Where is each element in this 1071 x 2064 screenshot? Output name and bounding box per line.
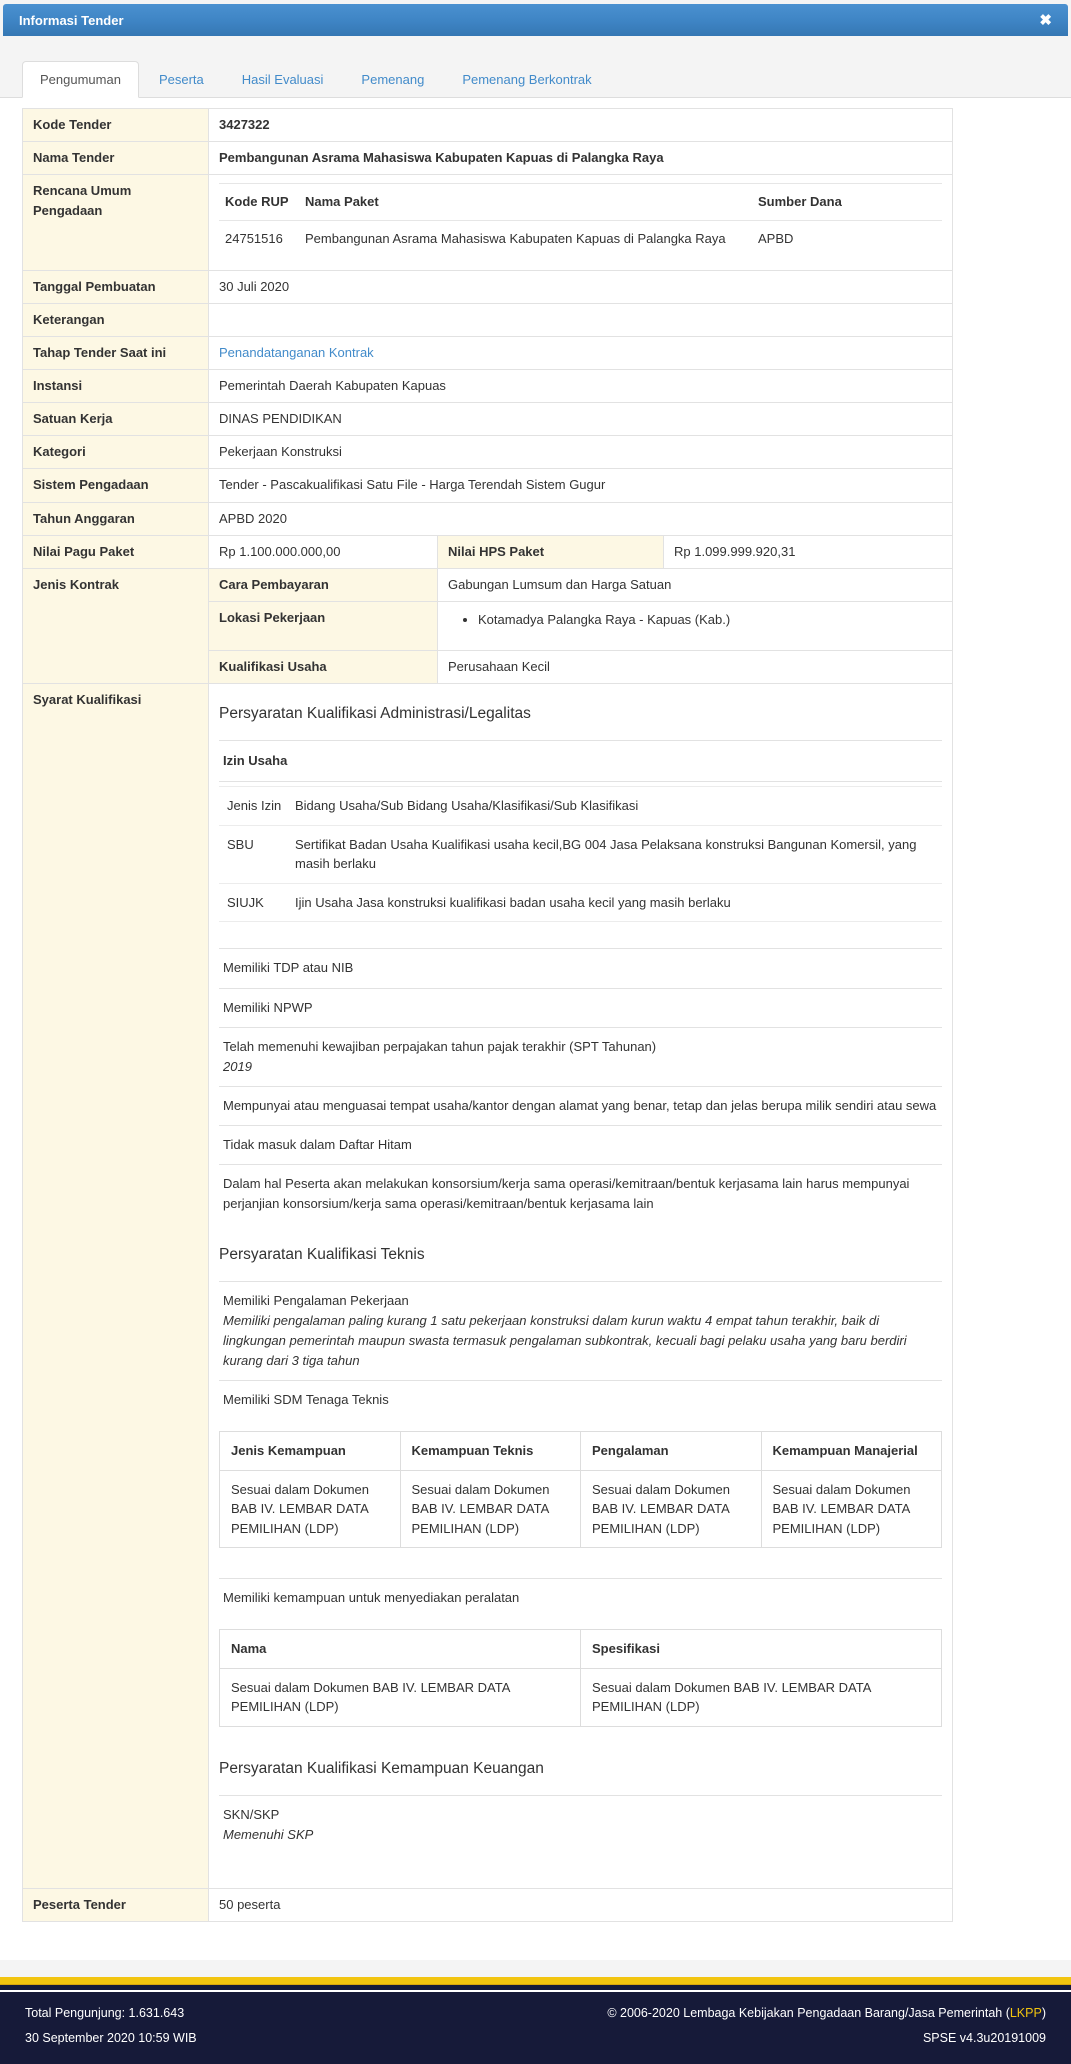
izin-jenis: SIUJK [219, 883, 291, 922]
skn-requirement [219, 1795, 942, 1854]
visitor-count: Total Pengunjung: 1.631.643 [25, 2006, 185, 2021]
satuan-kerja-value: DINAS PENDIDIKAN [209, 403, 953, 436]
kualifikasi-usaha-value: Perusahaan Kecil [438, 651, 953, 684]
sdm-header: Kemampuan Teknis [400, 1432, 581, 1471]
close-icon[interactable]: ✖ [1039, 11, 1052, 29]
rup-sumber-value: APBD [758, 231, 794, 247]
sdm-cell: Sesuai dalam Dokumen BAB IV. LEMBAR DATA PEMILIHAN (LDP) [581, 1470, 762, 1548]
requirement-text: Mempunyai atau menguasai tempat usaha/kantor dengan alamat yang benar, tetap dan jelas berupa milik sendiri atau sewa [223, 1097, 937, 1113]
sdm-header: Jenis Kemampuan [220, 1432, 401, 1471]
copyright-line [607, 2001, 1046, 2026]
peralatan-table [219, 1629, 942, 1727]
footer-gap [0, 1960, 1071, 1977]
izin-detail: Sertifikat Badan Usaha Kualifikasi usaha kecil,BG 004 Jasa Pelaksana konstruksi Bangunan Komersil, yang masih berlaku [291, 825, 942, 883]
requirement-text: Memiliki NPWP [223, 999, 313, 1015]
rup-header-row [219, 184, 942, 221]
row-tahun-anggaran [23, 502, 953, 535]
izin-jenis: Jenis Izin [219, 787, 291, 826]
peserta-label: Peserta Tender [23, 1889, 209, 1922]
keuangan-heading: Persyaratan Kualifikasi Kemampuan Keuangan [219, 1759, 544, 1777]
sdm-header: Pengalaman [581, 1432, 762, 1471]
requirement-text: SKN/SKP [223, 1806, 280, 1822]
row-kode-tender [23, 109, 953, 142]
copyright-text: © 2006-2020 Lembaga Kebijakan Pengadaan Barang/Jasa Pemerintah ( [607, 2006, 1010, 2021]
footer-right [607, 2001, 1046, 2051]
lokasi-pekerjaan-label: Lokasi Pekerjaan [209, 601, 438, 650]
admin-legalitas-heading: Persyaratan Kualifikasi Administrasi/Legalitas [219, 705, 531, 723]
row-peserta-tender [23, 1889, 953, 1922]
rup-paket-value: Pembangunan Asrama Mahasiswa Kabupaten Kapuas di Palangka Raya [305, 231, 726, 247]
lokasi-list [448, 610, 942, 630]
teknis-heading: Persyaratan Kualifikasi Teknis [219, 1245, 425, 1263]
sdm-cell: Sesuai dalam Dokumen BAB IV. LEMBAR DATA PEMILIHAN (LDP) [761, 1470, 942, 1548]
tanggal-value: 30 Juli 2020 [209, 270, 953, 303]
footer [0, 1985, 1071, 2064]
izin-jenis: SBU [219, 825, 291, 883]
hps-value: Rp 1.099.999.920,31 [664, 535, 953, 568]
tab-pemenang[interactable]: Pemenang [361, 72, 425, 87]
requirement-note: 2019 [223, 1058, 252, 1074]
row-tanggal-pembuatan [23, 270, 953, 303]
sistem-label: Sistem Pengadaan [23, 469, 209, 502]
sdm-requirement [219, 1380, 942, 1419]
sdm-cell: Sesuai dalam Dokumen BAB IV. LEMBAR DATA PEMILIHAN (LDP) [220, 1470, 401, 1548]
kode-tender-label: Kode Tender [23, 109, 209, 142]
footer-left [25, 2001, 197, 2051]
lkpp-link[interactable]: LKPP [1009, 2006, 1042, 2021]
admin-requirement [219, 1125, 942, 1164]
copyright-suffix: ) [1041, 2006, 1046, 2021]
izin-row [219, 883, 942, 922]
peralatan-header: Nama [220, 1630, 581, 1669]
cara-pembayaran-label: Cara Pembayaran [209, 568, 438, 601]
rup-header-sumber: Sumber Dana [752, 184, 942, 221]
nama-tender-label: Nama Tender [23, 142, 209, 175]
hps-label: Nilai HPS Paket [438, 535, 664, 568]
requirement-text: Dalam hal Peserta akan melakukan konsorsium/kerja sama operasi/kemitraan/bentuk kerjasama lain harus mempunyai perjanjian konsorsium/kerja sama operasi/kemitraan/bentuk kerjasama lain [223, 1176, 910, 1212]
row-instansi [23, 369, 953, 402]
rup-kode-value: 24751516 [225, 231, 283, 247]
requirement-text: Tidak masuk dalam Daftar Hitam [223, 1137, 412, 1153]
keterangan-label: Keterangan [23, 303, 209, 336]
peralatan-cell: Sesuai dalam Dokumen BAB IV. LEMBAR DATA PEMILIHAN (LDP) [220, 1668, 581, 1726]
requirement-text: Memiliki kemampuan untuk menyediakan peralatan [223, 1590, 520, 1606]
lokasi-pekerjaan-cell [438, 601, 953, 650]
sdm-table [219, 1431, 942, 1548]
admin-requirement [219, 1086, 942, 1125]
sdm-header: Kemampuan Manajerial [761, 1432, 942, 1471]
tahap-tender-link[interactable]: Penandatanganan Kontrak [219, 344, 374, 360]
spse-version: SPSE v4.3u20191009 [922, 2031, 1046, 2046]
syarat-label: Syarat Kualifikasi [23, 684, 209, 1889]
keterangan-value [209, 303, 953, 336]
requirement-note: Memiliki pengalaman paling kurang 1 satu pekerjaan konstruksi dalam kurun waktu 4 empat tahun terakhir, baik di lingkungan pemerintah maupun swasta termasuk pengalaman subkontrak, kecuali bagi pelaku usaha yang baru berdiri kurang dari 3 tiga tahun [223, 1312, 907, 1368]
peralatan-header: Spesifikasi [581, 1630, 942, 1669]
row-jenis-kontrak-cara [23, 568, 953, 601]
izin-row [219, 787, 942, 826]
jenis-kontrak-label: Jenis Kontrak [23, 568, 209, 683]
kualifikasi-usaha-label: Kualifikasi Usaha [209, 651, 438, 684]
peralatan-header-row [220, 1630, 942, 1669]
tab-pengumuman[interactable]: Pengumuman [22, 61, 139, 98]
rup-cell [209, 175, 953, 270]
tahun-value: APBD 2020 [209, 502, 953, 535]
rup-table [219, 183, 942, 257]
rup-header-kode: Kode RUP [219, 184, 299, 221]
peserta-value: 50 peserta [209, 1889, 953, 1922]
pagu-value: Rp 1.100.000.000,00 [209, 535, 438, 568]
peralatan-cell: Sesuai dalam Dokumen BAB IV. LEMBAR DATA PEMILIHAN (LDP) [581, 1668, 942, 1726]
satuan-kerja-label: Satuan Kerja [23, 403, 209, 436]
footer-accent-stripe [0, 1977, 1071, 1985]
kategori-label: Kategori [23, 436, 209, 469]
tab-peserta[interactable]: Peserta [158, 72, 204, 87]
row-tahap-tender [23, 336, 953, 369]
admin-requirement [219, 948, 942, 987]
syarat-content [209, 684, 953, 1889]
row-syarat-kualifikasi [23, 684, 953, 1889]
tab-content-pengumuman [0, 98, 1071, 1960]
cara-pembayaran-value: Gabungan Lumsum dan Harga Satuan [438, 568, 953, 601]
pengalaman-requirement [219, 1281, 942, 1381]
sistem-value: Tender - Pascakualifikasi Satu File - Harga Terendah Sistem Gugur [209, 469, 953, 502]
tanggal-label: Tanggal Pembuatan [23, 270, 209, 303]
tender-info-table [22, 108, 953, 1922]
tab-hasil-evaluasi[interactable]: Hasil Evaluasi [241, 72, 324, 87]
row-rup [23, 175, 953, 270]
rup-label: Rencana Umum Pengadaan [23, 175, 209, 270]
tab-bar [0, 61, 1071, 98]
requirement-text: Memiliki TDP atau NIB [223, 960, 354, 976]
izin-row [219, 825, 942, 883]
tahap-value-cell [209, 336, 953, 369]
sdm-header-row [220, 1432, 942, 1471]
peralatan-requirement [219, 1578, 942, 1617]
instansi-label: Instansi [23, 369, 209, 402]
admin-requirement [219, 988, 942, 1027]
sdm-data-row [220, 1470, 942, 1548]
admin-requirement [219, 1164, 942, 1228]
row-keterangan [23, 303, 953, 336]
tahap-label: Tahap Tender Saat ini [23, 336, 209, 369]
sdm-cell: Sesuai dalam Dokumen BAB IV. LEMBAR DATA PEMILIHAN (LDP) [400, 1470, 581, 1548]
admin-requirement [219, 1027, 942, 1086]
izin-usaha-title: Izin Usaha [219, 740, 942, 782]
requirement-note: Memenuhi SKP [223, 1827, 314, 1843]
row-nama-tender [23, 142, 953, 175]
instansi-value: Pemerintah Daerah Kabupaten Kapuas [209, 369, 953, 402]
rup-data-row [219, 221, 942, 258]
row-sistem-pengadaan [23, 469, 953, 502]
requirement-text: Memiliki Pengalaman Pekerjaan [223, 1292, 409, 1308]
row-kategori [23, 436, 953, 469]
row-nilai-paket [23, 535, 953, 568]
izin-detail: Bidang Usaha/Sub Bidang Usaha/Klasifikasi/Sub Klasifikasi [291, 787, 942, 826]
kategori-value: Pekerjaan Konstruksi [209, 436, 953, 469]
modal-title: Informasi Tender [19, 12, 124, 28]
peralatan-data-row [220, 1668, 942, 1726]
izin-detail: Ijin Usaha Jasa konstruksi kualifikasi badan usaha kecil yang masih berlaku [291, 883, 942, 922]
kode-tender-value: 3427322 [209, 109, 953, 142]
row-satuan-kerja [23, 403, 953, 436]
nama-tender-value: Pembangunan Asrama Mahasiswa Kabupaten Kapuas di Palangka Raya [209, 142, 953, 175]
rup-header-paket: Nama Paket [299, 184, 752, 221]
lokasi-list-item: • Kotamadya Palangka Raya - Kapuas (Kab.) [478, 610, 942, 630]
pagu-label: Nilai Pagu Paket [23, 535, 209, 568]
modal-header [3, 4, 1068, 36]
requirement-text: Memiliki SDM Tenaga Teknis [223, 1392, 389, 1408]
footer-datetime: 30 September 2020 10:59 WIB [25, 2031, 197, 2046]
tab-pemenang-berkontrak[interactable]: Pemenang Berkontrak [462, 72, 592, 87]
tahun-label: Tahun Anggaran [23, 502, 209, 535]
izin-usaha-table [219, 786, 942, 922]
requirement-text: Telah memenuhi kewajiban perpajakan tahun pajak terakhir (SPT Tahunan) [223, 1038, 657, 1054]
